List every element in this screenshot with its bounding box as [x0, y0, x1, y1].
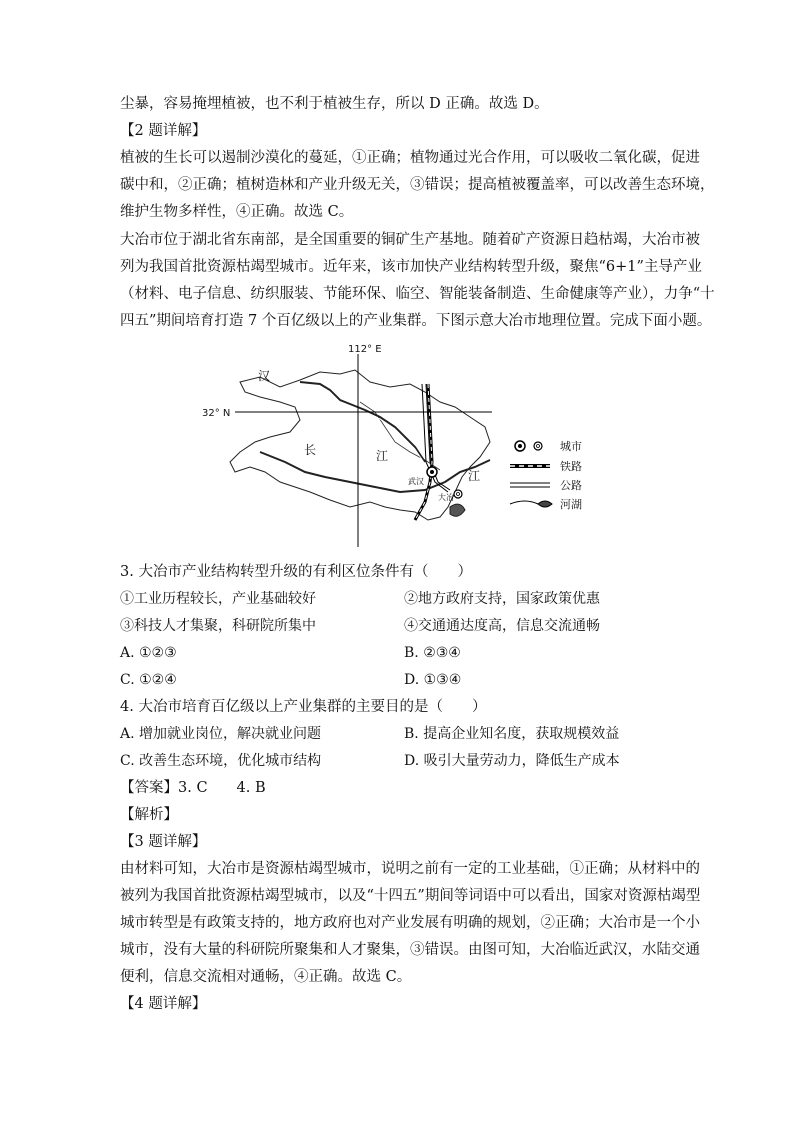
q4-option-b: B. 提高企业知名度，获取规模效益 — [404, 726, 620, 742]
material-line-3: （材料、电子信息、纺织服装、节能环保、临空、智能装备制造、生命健康等产业），力争“十 — [120, 286, 715, 302]
material-line-4: 四五”期间培育打造 7 个百亿级以上的产业集群。下图示意大冶市地理位置。完成下面小题。 — [120, 313, 712, 329]
q4-option-d: D. 吸引大量劳动力，降低生产成本 — [404, 753, 620, 769]
q3-detail-line-5: 便利，信息交流相对通畅，④正确。故选 C。 — [120, 969, 412, 985]
line-p1: 尘暴，容易掩埋植被，也不利于植被生存，所以 D 正确。故选 D。 — [120, 96, 549, 112]
material-line-2: 列为我国首批资源枯竭型城市。近年来，该市加快产业结构转型升级，聚焦“6+1”主导产业 — [120, 259, 702, 275]
han-river — [300, 382, 425, 462]
answer-line: 【答案】3. C 4. B — [120, 780, 266, 796]
label-wuhan: 武汉 — [408, 477, 424, 486]
q3-option-a: A. ①②③ — [120, 645, 177, 661]
legend-river-lake: 河湖 — [560, 498, 582, 511]
legend-highway: 公路 — [560, 479, 582, 492]
daye-location-map — [200, 342, 600, 552]
q3-statement-2: ②地方政府支持，国家政策优惠 — [404, 591, 600, 607]
q3-detail-line-1: 由材料可知，大冶市是资源枯竭型城市，说明之前有一定的工业基础，①正确；从材料中的 — [120, 861, 700, 877]
legend-railway: 铁路 — [560, 460, 582, 473]
yangtze-river — [260, 452, 490, 492]
q3-option-d: D. ①③④ — [404, 672, 462, 688]
q3-option-c: C. ①②④ — [120, 672, 177, 688]
lat-label: 32° N — [202, 408, 231, 419]
label-jiang-right: 江 — [468, 469, 481, 483]
q4-option-c: C. 改善生态环境，优化城市结构 — [120, 753, 322, 769]
q3-option-b: B. ②③④ — [404, 645, 461, 661]
label-jiang-left: 江 — [376, 449, 389, 463]
q2-detail-line-2: 碳中和，②正确；植树造林和产业升级无关，③错误；提高植被覆盖率，可以改善生态环境， — [120, 177, 715, 193]
q4-stem: 4. 大冶市培育百亿级以上产业集群的主要目的是（ ） — [120, 699, 487, 715]
q4-detail-header: 【4 题详解】 — [120, 996, 207, 1012]
q3-statement-3: ③科技人才集聚，科研院所集中 — [120, 618, 316, 634]
q3-statement-4: ④交通通达度高，信息交流通畅 — [404, 618, 600, 634]
lon-label: 112° E — [348, 344, 382, 355]
material-line-1: 大冶市位于湖北省东南部，是全国重要的铜矿生产基地。随着矿产资源日趋枯竭，大冶市被 — [120, 232, 700, 248]
q3-detail-line-4: 城市，没有大量的科研院所聚集和人才聚集，③错误。由图可知，大冶临近武汉，水陆交通 — [120, 942, 700, 958]
label-han: 汉 — [258, 369, 271, 383]
q4-option-a: A. 增加就业岗位，解决就业问题 — [120, 726, 322, 742]
lake — [450, 504, 465, 516]
q3-detail-line-3: 城市转型是有政策支持的，地方政府也对产业发展有明确的规划，②正确；大冶市是一个小 — [120, 915, 700, 931]
q3-stem: 3. 大冶市产业结构转型升级的有利区位条件有（ ） — [120, 564, 472, 580]
city-daye-marker — [454, 490, 462, 498]
analysis-header: 【解析】 — [120, 807, 178, 823]
label-daye: 大冶 — [438, 493, 454, 502]
q3-detail-header: 【3 题详解】 — [120, 834, 207, 850]
q3-statement-1: ①工业历程较长，产业基础较好 — [120, 591, 316, 607]
label-chang: 长 — [304, 443, 317, 457]
q3-detail-line-2: 被列为我国首批资源枯竭型城市，以及“十四五”期间等词语中可以看出，国家对资源枯竭型 — [120, 888, 701, 904]
legend-city: 城市 — [560, 440, 582, 453]
q2-detail-line-1: 植被的生长可以遏制沙漠化的蔓延，①正确；植物通过光合作用，可以吸收二氧化碳，促进 — [120, 150, 700, 166]
q2-detail-line-3: 维护生物多样性，④正确。故选 C。 — [120, 204, 354, 220]
q2-detail-header: 【2 题详解】 — [120, 123, 207, 139]
map-legend — [510, 440, 582, 511]
